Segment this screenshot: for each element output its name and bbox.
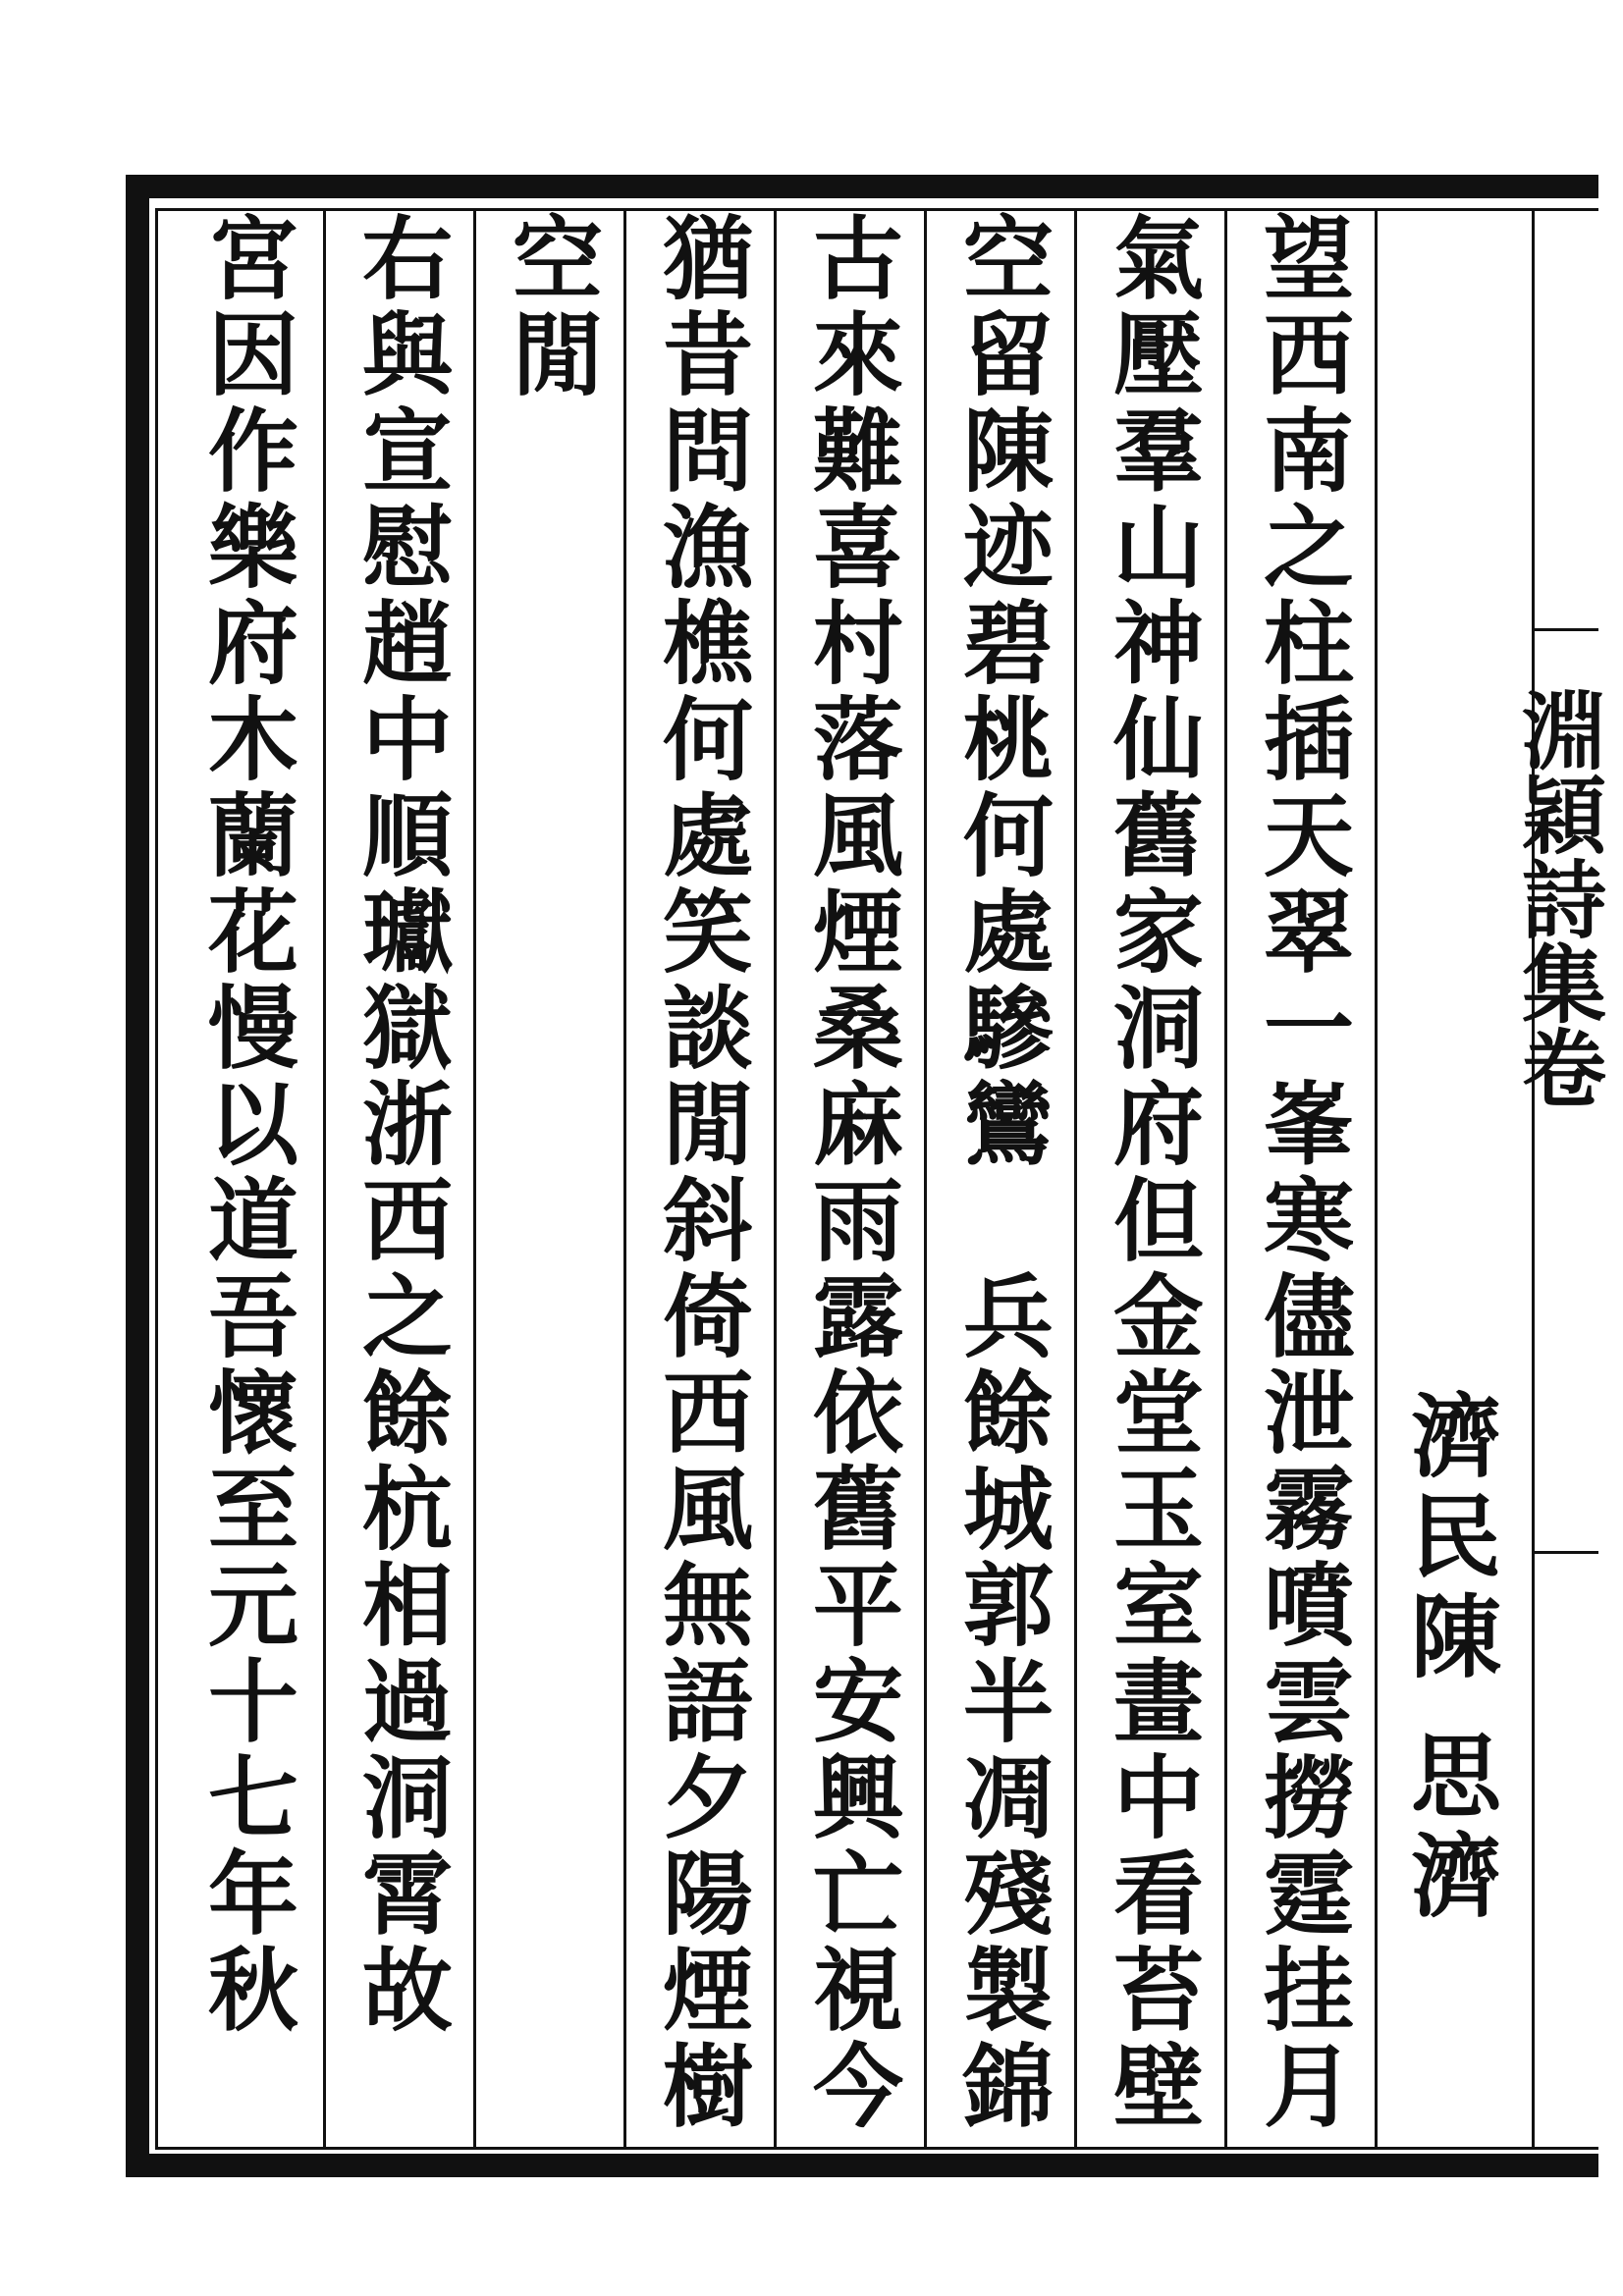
- column-text: 空留陳迹碧桃何處驂鸞 兵餘城郭半凋殘製錦: [948, 211, 1055, 2135]
- fold-mark-top: [1534, 628, 1598, 631]
- column-text: 宮因作樂府木蘭花慢以道吾懷至元十七年秋: [193, 211, 299, 2039]
- column-rule: [1074, 208, 1077, 2150]
- text-column: [193, 211, 299, 2147]
- fold-mark-bottom: [1534, 1551, 1598, 1554]
- text-column: [798, 211, 904, 2147]
- column-rule: [473, 208, 476, 2150]
- text-column: [348, 211, 454, 2147]
- text-column: [498, 211, 604, 2147]
- book-title: 淵穎詩集卷: [1507, 687, 1606, 1109]
- column-rule: [623, 208, 626, 2150]
- column-rule: [323, 208, 326, 2150]
- text-column: [648, 211, 754, 2147]
- text-column: [1099, 211, 1205, 2147]
- column-text: 空閒: [498, 211, 604, 403]
- column-rule: [924, 208, 927, 2150]
- column-text: 古來難喜村落風煙桑麻雨露依舊平安興亡視今: [798, 211, 904, 2135]
- author-given-name: 思濟: [1396, 1729, 1502, 1929]
- column-text: 右與宣慰趙中順瓛獄浙西之餘杭相過洞霄故: [348, 211, 454, 2039]
- column-text: 氣壓羣山神仙舊家洞府但金堂玉室畫中看苔壁: [1099, 211, 1205, 2135]
- column-text: 望西南之柱插天翠一峯寒儘泄霧噴雲撈霆挂月: [1249, 211, 1355, 2135]
- column-rule: [774, 208, 777, 2150]
- column-text: 猶昔問漁樵何處笑談閒斜倚西風無語夕陽煙樹: [648, 211, 754, 2135]
- column-rule: [1224, 208, 1227, 2150]
- author-prefix: 濟民陳: [1396, 1389, 1502, 1689]
- author-line: [1380, 211, 1519, 2147]
- text-column: [1249, 211, 1355, 2147]
- column-rule: [1375, 208, 1378, 2150]
- text-column: [948, 211, 1055, 2147]
